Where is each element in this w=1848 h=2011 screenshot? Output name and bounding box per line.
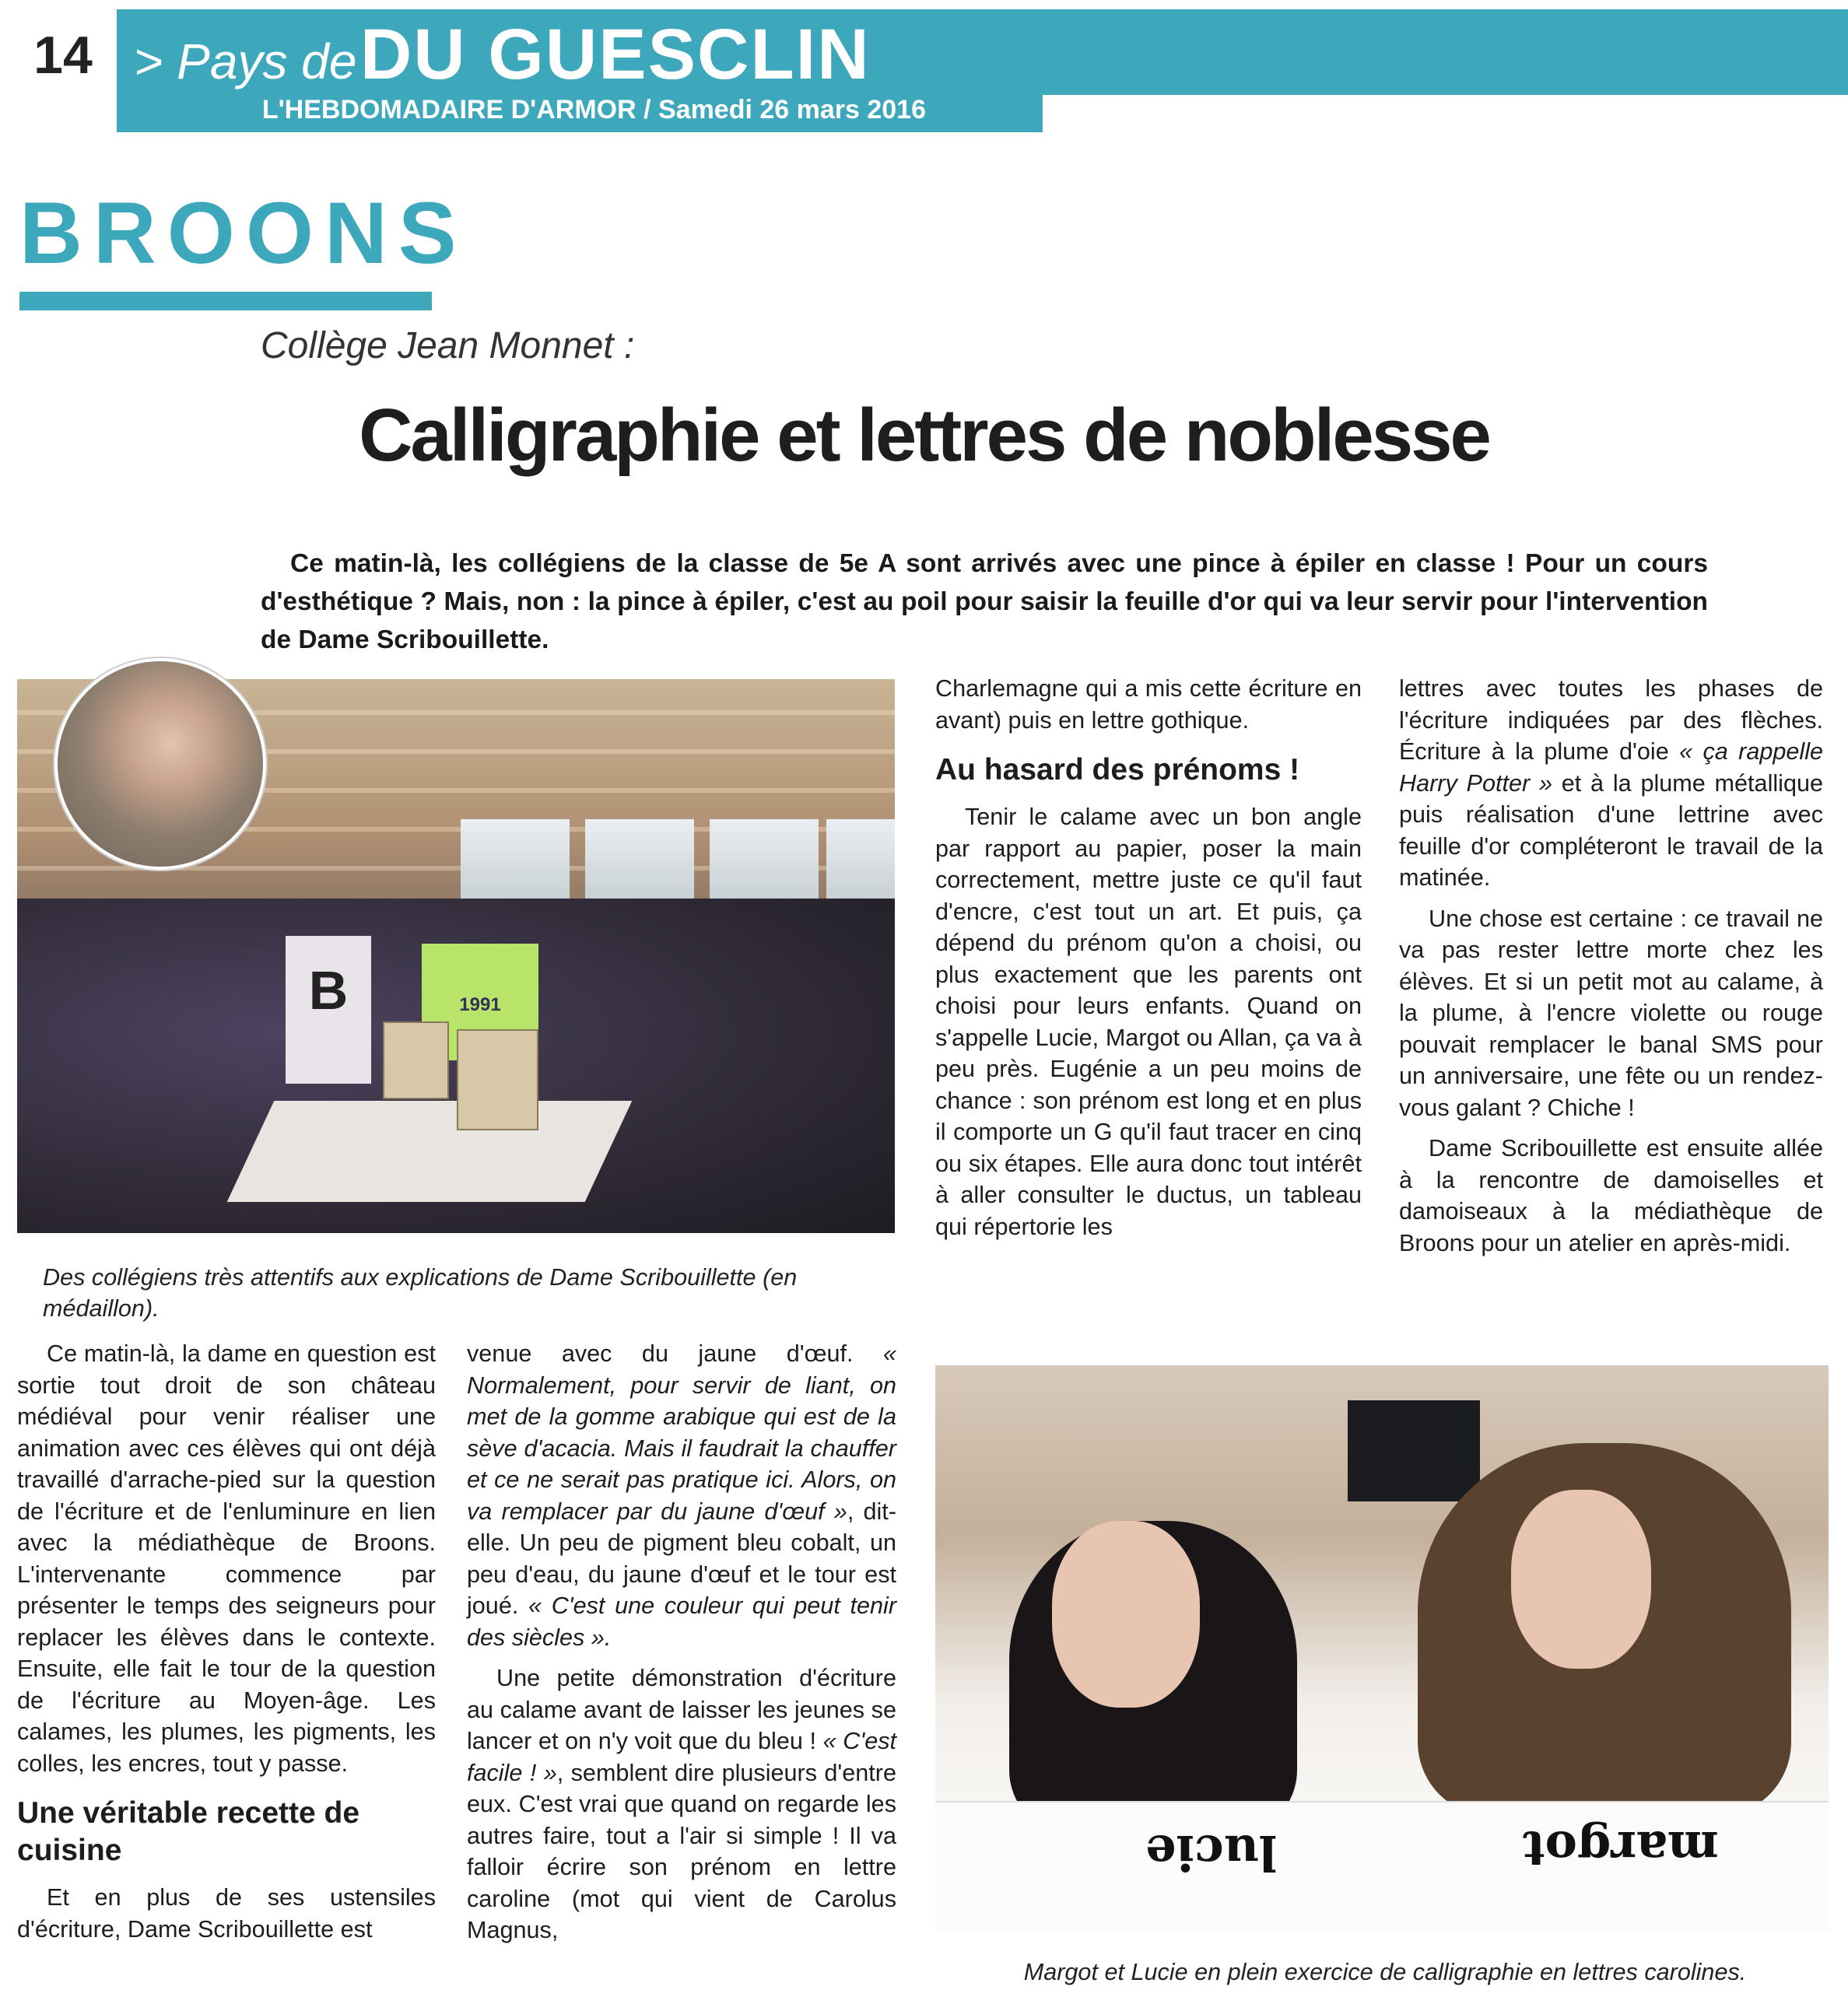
quote: « ça rappelle Harry Potter »	[1399, 738, 1824, 797]
dateline: L'HEBDOMADAIRE D'ARMOR / Samedi 26 mars 2016	[261, 95, 926, 124]
alphabet-sheet	[457, 1029, 538, 1130]
column-4	[1399, 673, 1823, 1268]
section-title	[134, 14, 871, 95]
alphabet-sheet	[383, 1021, 449, 1099]
paragraph	[1399, 673, 1823, 894]
paragraph: Tenir le calame avec un bon angle par rapport au papier, poser la main correctement, mettre juste ce qu'il faut d'encre, c'est tout un art. Et puis, ça dépend du prénom qu'on a choisi, ou plus exactement que les parents ont choisi pour leurs enfants. Quand on s'appelle Lucie, Margot ou Allan, ça va à peu près. Eugénie a un peu moins de chance : son prénom est long et en plus il comporte un G qu'il faut tracer en cinq ou six étapes. Elle aura donc tout intérêt à aller consulter le ductus, un tableau qui répertorie les	[935, 804, 1362, 1240]
calligraphy-photo-caption: Margot et Lucie en plein exercice de calligraphie en lettres carolines.	[1023, 1959, 1747, 1985]
text-run: Une petite démonstration d'écriture au calame avant de laisser les jeunes se lancer et on n'y voit que du bleu !	[467, 1665, 896, 1754]
paragraph: Et en plus de ses ustensiles d'écriture, Dame Scribouillette est	[17, 1884, 436, 1943]
subheading: Au hasard des prénoms !	[935, 753, 1300, 787]
article-lead: Ce matin-là, les collégiens de la classe de 5e A sont arrivés avec une pince à épiler en classe ! Pour un cours d'esthétique ? Mais, non : la pince à épiler, c'est au poil pour saisir la feuille d'or qui va leur servir pour l'intervention de Dame Scribouillette.	[261, 549, 1708, 654]
column-1	[17, 1338, 436, 1954]
sweatshirt-letter: B	[308, 960, 349, 1021]
calligraphy-word-right: margot	[1523, 1820, 1719, 1877]
column-2	[467, 1338, 896, 1956]
medallion-portrait	[54, 658, 266, 870]
article-headline: Calligraphie et lettres de noblesse	[359, 394, 1489, 477]
calligraphy-photo	[935, 1365, 1829, 1932]
text-run: , semblent dire plusieurs d'entre eux. C'est vrai que quand on regarde les autres faire, tout a l'air si simple ! Il va falloir écrire son prénom en lettre caroline (mot qui vient de Carolus Magnus,	[467, 1759, 896, 1943]
computer-monitor	[1348, 1400, 1480, 1501]
subheading: Une véritable recette de cuisine	[17, 1796, 360, 1867]
classroom-table	[227, 1101, 633, 1202]
quote: « C'est une couleur qui peut tenir des siècles ».	[467, 1592, 897, 1651]
student-right-face	[1511, 1490, 1651, 1669]
locality-heading: BROONS	[19, 184, 468, 282]
paragraph	[467, 1338, 896, 1653]
column-3	[935, 673, 1362, 1252]
page-number: 14	[33, 26, 93, 85]
text-run: et à la plume métallique puis réalisation d'une lettrine avec feuille d'or compléteront le travail de la matinée.	[1399, 769, 1823, 891]
paragraph	[467, 1662, 896, 1946]
classroom-photo-caption: Des collégiens très attentifs aux explications de Dame Scribouillette (en médaillon).	[43, 1264, 798, 1322]
green-sweatshirt-year: 1991	[459, 994, 501, 1015]
text-run: lettres avec toutes les phases de l'écriture indiquées par des flèches. Écriture à la plume d'oie	[1399, 675, 1823, 765]
dateline-bar	[117, 95, 1043, 132]
paragraph: Une chose est certaine : ce travail ne va pas rester lettre morte chez les élèves. Et si un petit mot au calame, à la plume, à l'encre violette ou rouge pouvait remplacer le banal SMS pour un anniversaire, une fête ou un rendez-vous galant ? Chiche !	[1399, 905, 1823, 1121]
locality-underline	[19, 292, 432, 310]
student-left-face	[1052, 1521, 1200, 1708]
section-name: DU GUESCLIN	[359, 15, 871, 94]
quote: « C'est facile ! »	[467, 1728, 897, 1786]
calligraphy-word-left: lucie	[1145, 1824, 1278, 1881]
paragraph: Dame Scribouillette est ensuite allée à la rencontre de damoiselles et damoiseaux à la médiathèque de Broons pour un atelier en après-midi.	[1399, 1135, 1823, 1256]
sweatshirt	[286, 936, 371, 1084]
section-prefix: > Pays de	[134, 33, 357, 89]
paragraph: Ce matin-là, la dame en question est sortie tout droit de son château médiéval pour venir réaliser une animation avec ces élèves qui ont déjà travaillé d'arrache-pied sur la question de l'écriture et de l'enluminure en lien avec la médiathèque de Broons. L'intervenante commence par présenter le temps des seigneurs pour replacer les élèves dans le contexte. Ensuite, elle fait le tour de la question de l'écriture au Moyen-âge. Les calames, les plumes, les pigments, les colles, les encres, tout y passe.	[17, 1340, 436, 1777]
text-run: , dit-elle. Un peu de pigment bleu cobalt, un peu d'eau, du jaune d'œuf et le tour est joué.	[467, 1498, 896, 1619]
article-kicker: Collège Jean Monnet :	[261, 325, 635, 366]
quote: « Normalement, pour servir de liant, on met de la gomme arabique qui est de la sève d'acacia. Mais il faudrait la chauffer et ce ne serait pas pratique ici. Alors, on va remplacer par du jaune d'œuf »	[467, 1340, 896, 1525]
text-run: venue avec du jaune d'œuf.	[467, 1340, 854, 1367]
paragraph: Charlemagne qui a mis cette écriture en avant) puis en lettre gothique.	[935, 675, 1362, 734]
